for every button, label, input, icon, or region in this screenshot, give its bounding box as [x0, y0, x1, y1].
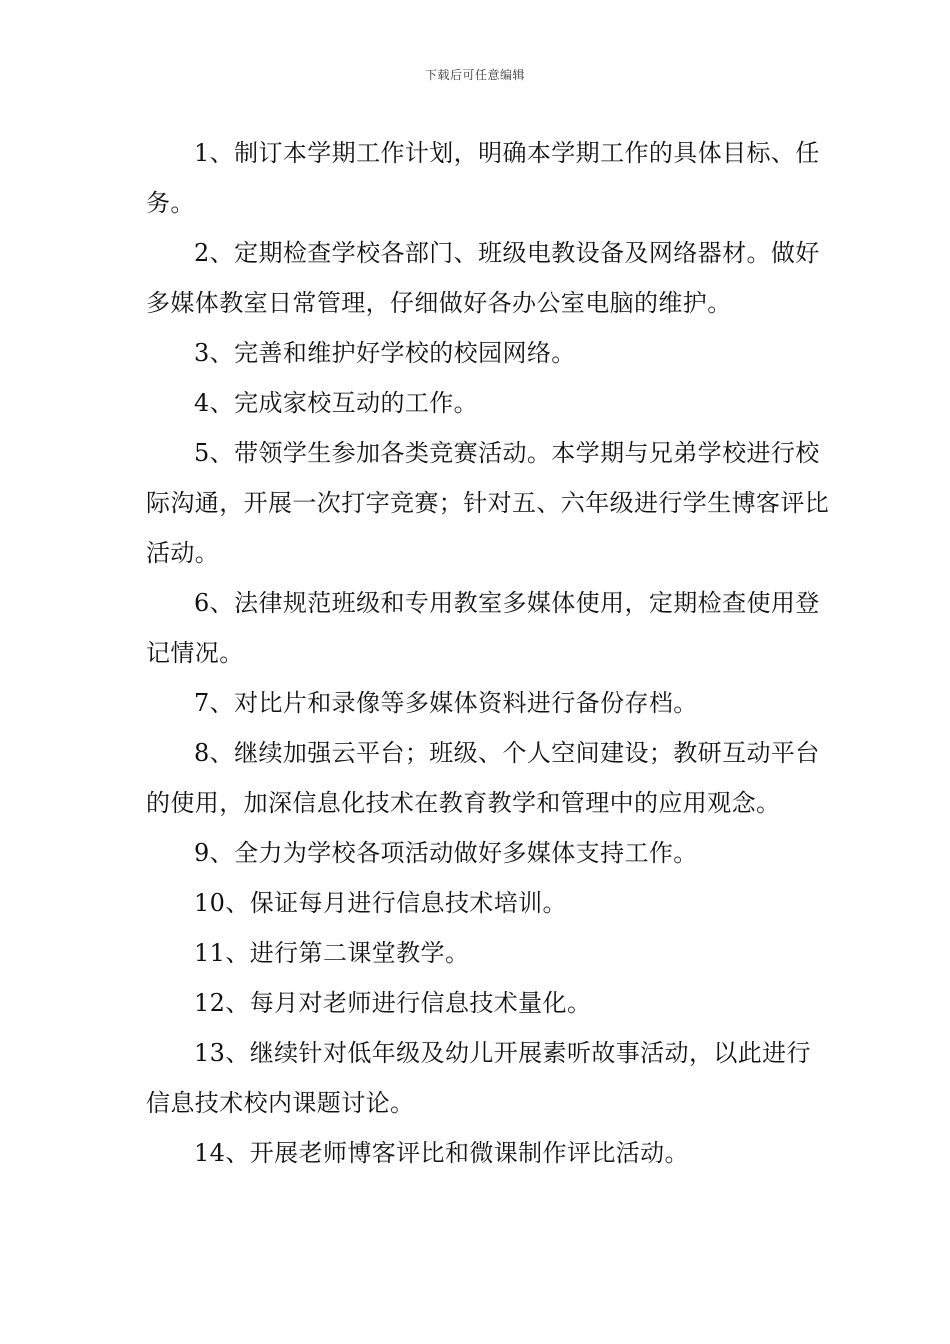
paragraph-8: 8、继续加强云平台；班级、个人空间建设；教研互动平台的使用，加深信息化技术在教育教学和管理中的应用观念。	[146, 739, 820, 817]
paragraph-10: 10、保证每月进行信息技术培训。	[194, 889, 567, 917]
paragraph-7: 7、对比片和录像等多媒体资料进行备份存档。	[194, 689, 698, 717]
paragraph-1: 1、制订本学期工作计划，明确本学期工作的具体目标、任务。	[146, 139, 820, 217]
paragraph-2: 2、定期检查学校各部门、班级电教设备及网络器材。做好多媒体教室日常管理，仔细做好各办公室电脑的维护。	[146, 239, 820, 317]
paragraph-9: 9、全力为学校各项活动做好多媒体支持工作。	[194, 839, 698, 867]
document-body	[146, 128, 830, 1178]
paragraph-4: 4、完成家校互动的工作。	[194, 389, 479, 417]
paragraph-13: 13、继续针对低年级及幼儿开展素听故事活动，以此进行信息技术校内课题讨论。	[146, 1039, 811, 1117]
header-note: 下载后可任意编辑	[424, 68, 525, 82]
paragraph-3: 3、完善和维护好学校的校园网络。	[194, 339, 576, 367]
paragraph-12: 12、每月对老师进行信息技术量化。	[194, 989, 592, 1017]
paragraph-6: 6、法律规范班级和专用教室多媒体使用，定期检查使用登记情况。	[146, 589, 820, 667]
paragraph-5: 5、带领学生参加各类竞赛活动。本学期与兄弟学校进行校际沟通，开展一次打字竞赛；针对五、六年级进行学生博客评比活动。	[146, 439, 830, 567]
paragraph-11: 11、进行第二课堂教学。	[194, 939, 470, 967]
paragraph-14: 14、开展老师博客评比和微课制作评比活动。	[194, 1139, 689, 1167]
